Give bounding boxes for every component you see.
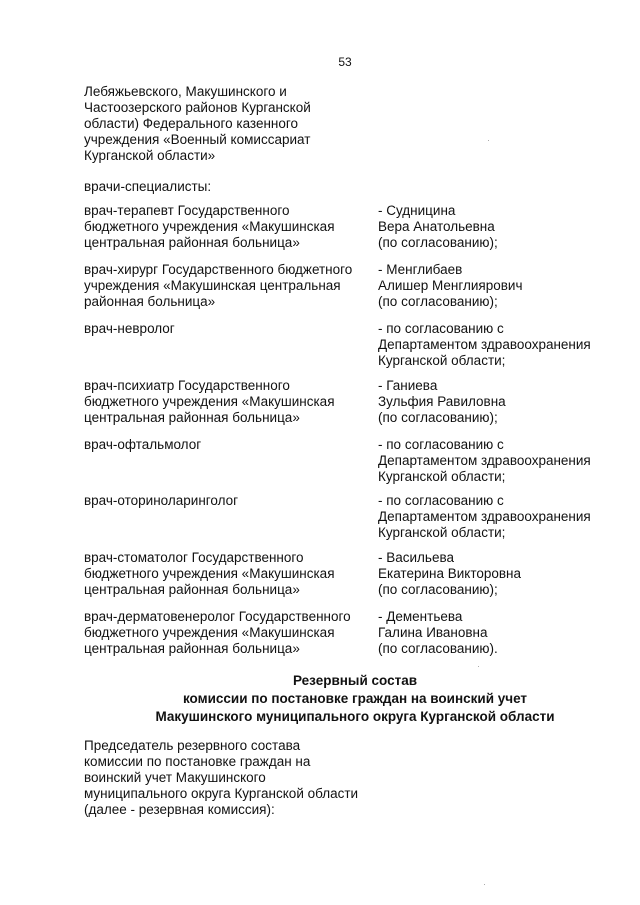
member-role: врач-офтальмолог	[84, 437, 202, 452]
scan-speck	[488, 140, 489, 141]
page-number: 53	[338, 55, 352, 69]
scan-speck	[478, 666, 479, 667]
member-person: - Судницина Вера Анатольевна (по согласованию);	[378, 203, 498, 250]
member-person: - Дементьева Галина Ивановна (по согласованию).	[378, 609, 498, 656]
member-person: - Ганиева Зульфия Равиловна (по согласованию);	[378, 378, 506, 425]
member-role: врач-хирург Государственного бюджетного учреждения «Макушинская центральная районная больница»	[84, 262, 353, 309]
member-person: - по согласованию с Департаментом здравоохранения Курганской области;	[378, 437, 591, 484]
member-role: врач-оториноларинголог	[84, 493, 239, 508]
member-role: врач-невролог	[84, 321, 175, 336]
specialists-heading: врачи-специалисты:	[84, 179, 212, 194]
member-role: врач-психиатр Государственного бюджетного учреждения «Макушинская центральная районная больница»	[84, 378, 335, 425]
chair-paragraph: Председатель резервного состава комиссии по постановке граждан на воинский учет Макушинского муниципального округа Курганской области (далее - резервная комиссия):	[84, 738, 359, 817]
reserve-heading	[0, 672, 640, 726]
member-person: - по согласованию с Департаментом здравоохранения Курганской области;	[378, 493, 591, 540]
member-role: врач-терапевт Государственного бюджетного учреждения «Макушинская центральная районная больница»	[84, 203, 335, 250]
scan-speck	[484, 884, 485, 885]
reserve-heading-line: Макушинского муниципального округа Курганской области	[155, 709, 555, 724]
reserve-heading-line: Резервный состав	[293, 673, 417, 688]
member-role: врач-стоматолог Государственного бюджетного учреждения «Макушинская центральная районная больница»	[84, 550, 335, 597]
intro-paragraph: Лебяжьевского, Макушинского и Частоозерского районов Курганской области) Федерального казенного учреждения «Военный комиссариат Курганской области»	[84, 84, 311, 163]
reserve-heading-line: комиссии по постановке граждан на воинский учет	[182, 691, 528, 706]
member-person: - Менглибаев Алишер Менглиярович (по согласованию);	[378, 262, 523, 309]
member-role: врач-дерматовенеролог Государственного бюджетного учреждения «Макушинская центральная районная больница»	[84, 609, 351, 656]
member-person: - Васильева Екатерина Викторовна (по согласованию);	[378, 550, 522, 597]
member-person: - по согласованию с Департаментом здравоохранения Курганской области;	[378, 321, 591, 368]
